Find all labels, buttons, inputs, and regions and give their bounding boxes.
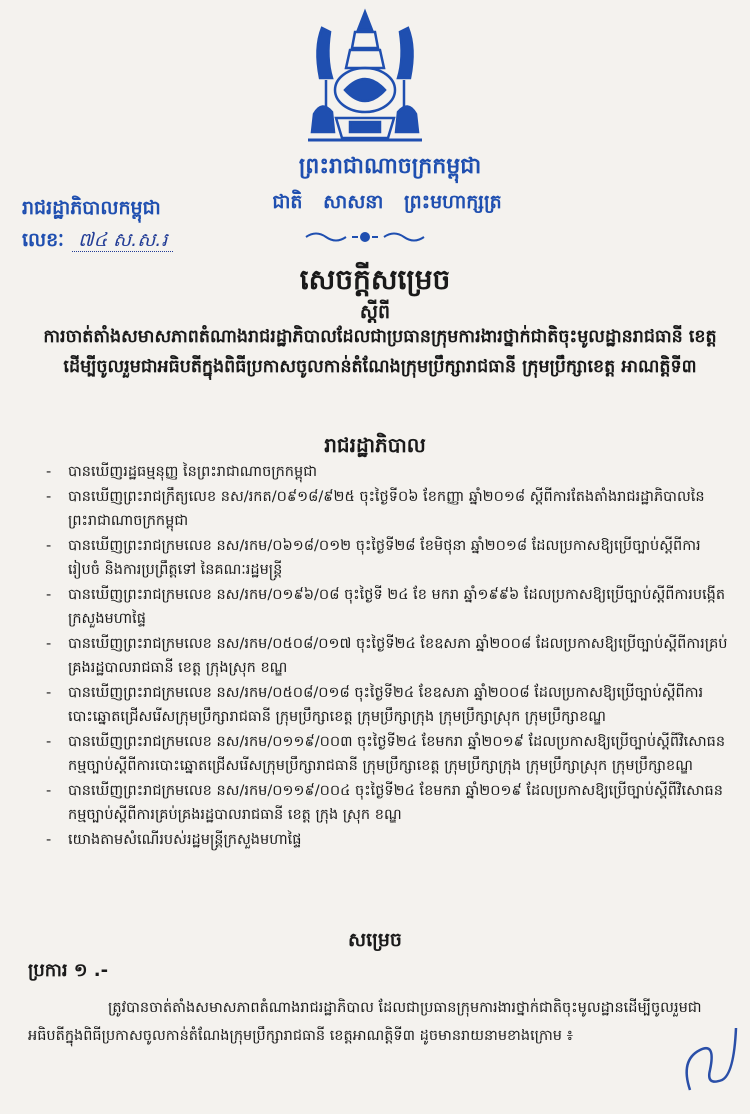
kingdom-title: ព្រះរាជាណាចក្រកម្ពុជា: [298, 154, 482, 179]
number-label: លេខៈ: [22, 229, 64, 251]
article-label: ប្រការ ១ .-: [28, 960, 109, 981]
list-item: - បានឃើញព្រះរាជក្រឹត្យលេខ នស/រកត/០៩១៨/៩២៥ ចុះថ្ងៃទី០៦ ខែកញ្ញា ឆ្នាំ២០១៨ ស្ដីពីការតែងតាំងរាជរដ្ឋាភិបាលនៃព្រះរាជាណាចក្រកម្ពុជា: [40, 485, 730, 533]
list-item: - បានឃើញព្រះរាជក្រមលេខ នស/រកម/០១១៩/០០៣ ចុះថ្ងៃទី២៤ ខែមករា ឆ្នាំ២០១៩ ដែលប្រកាសឱ្យប្រើច្បាប់ស្ដីពីវិសោធនកម្មច្បាប់ស្ដីពីការបោះឆ្នោតជ្រើសរើសក្រុមប្រឹក្សារាជធានី ក្រុមប្រឹក្សាខេត្ត ក្រុមប្រឹក្សាក្រុង ក្រុមប្រឹក្សាស្រុក ក្រុមប្រឹក្សាខណ្ឌ: [40, 730, 730, 778]
national-motto: ជាតិ សាសនា ព្រះមហាក្សត្រ: [272, 191, 502, 213]
government-label: រាជរដ្ឋាភិបាលកម្ពុជា: [22, 197, 161, 219]
references-list: [40, 460, 730, 853]
decide-heading: សម្រេច: [348, 929, 402, 951]
government-heading: រាជរដ្ឋាភិបាល: [324, 433, 426, 457]
list-item: - បានឃើញព្រះរាជក្រមលេខ នស/រកម/០១១៩/០០៤ ចុះថ្ងៃទី២៤ ខែមករា ឆ្នាំ២០១៩ ដែលប្រកាសឱ្យប្រើច្បាប់ស្ដីពីវិសោធនកម្មច្បាប់ស្ដីពីការគ្រប់គ្រងរដ្ឋបាលរាជធានី ខេត្ត ក្រុង ស្រុក ខណ្ឌ: [40, 779, 730, 827]
number-value: ៧៤ ស.ស.រ: [72, 229, 173, 252]
list-item: - បានឃើញព្រះរាជក្រមលេខ នស/រកម/០១៩៦/០៨ ចុះថ្ងៃទី ២៤ ខែ មករា ឆ្នាំ១៩៩៦ ដែលប្រកាសឱ្យប្រើច្បាប់ស្ដីពីការបង្កើតក្រសួងមហាផ្ទៃ: [40, 583, 730, 631]
royal-arms-emblem-icon: [300, 8, 430, 148]
list-item: - បានឃើញព្រះរាជក្រមលេខ នស/រកម/០៥០៨/០១៧ ចុះថ្ងៃទី២៤ ខែឧសភា ឆ្នាំ២០០៨ ដែលប្រកាសឱ្យប្រើច្បាប់ស្ដីពីការគ្រប់គ្រងរដ្ឋបាលរាជធានី ខេត្ត ក្រុងស្រុក ខណ្ឌ: [40, 632, 730, 680]
article-body: ត្រូវបានចាត់តាំងសមាសភាពតំណាងរាជរដ្ឋាភិបាល ដែលជាប្រធានក្រុមការងារថ្នាក់ជាតិចុះមូលដ្ឋានដើម្បីចូលរួមជាអធិបតីក្នុងពិធីប្រកាសចូលកាន់តំណែងក្រុមប្រឹក្សារាជធានី ខេត្តអាណត្តិទី៣ ដូចមានរាយនាមខាងក្រោម ៖: [28, 1000, 702, 1044]
decision-subject: ការចាត់តាំងសមាសភាពតំណាងរាជរដ្ឋាភិបាលដែលជាប្រធានក្រុមការងារថ្នាក់ជាតិចុះមូលដ្ឋានរាជធានី ខេត្ត ដើម្បីចូលរួមជាអធិបតីក្នុងពិធីប្រកាសចូលកាន់តំណែងក្រុមប្រឹក្សារាជធានី ក្រុមប្រឹក្សាខេត្ត អាណត្តិទី៣: [43, 327, 717, 377]
list-item: - បានឃើញរដ្ឋធម្មនុញ្ញ នៃព្រះរាជាណាចក្រកម្ពុជា: [40, 460, 730, 484]
document-number: [22, 228, 173, 256]
list-item: - យោងតាមសំណើរបស់រដ្ឋមន្ត្រីក្រសួងមហាផ្ទៃ: [40, 828, 730, 852]
about-label: ស្ដីពី: [359, 301, 391, 323]
list-item: - បានឃើញព្រះរាជក្រមលេខ នស/រកម/០៥០៨/០១៨ ចុះថ្ងៃទី២៤ ខែឧសភា ឆ្នាំ២០០៨ ដែលប្រកាសឱ្យប្រើច្បាប់ស្ដីពីការបោះឆ្នោតជ្រើសរើសក្រុមប្រឹក្សារាជធានី ក្រុមប្រឹក្សាខេត្ត ក្រុមប្រឹក្សាក្រុង ក្រុមប្រឹក្សាស្រុក ក្រុមប្រឹក្សាខណ្ឌ: [40, 681, 730, 729]
signature-icon: [670, 1020, 740, 1100]
decision-title: សេចក្ដីសម្រេច: [299, 263, 451, 296]
ornament-divider-icon: [300, 228, 430, 246]
list-item: - បានឃើញព្រះរាជក្រមលេខ នស/រកម/០៦១៨/០១២ ចុះថ្ងៃទី២៨ ខែមិថុនា ឆ្នាំ២០១៨ ដែលប្រកាសឱ្យប្រើច្បាប់ស្ដីពីការរៀបចំ និងការប្រព្រឹត្តទៅ នៃគណៈរដ្ឋមន្ត្រី: [40, 534, 730, 582]
